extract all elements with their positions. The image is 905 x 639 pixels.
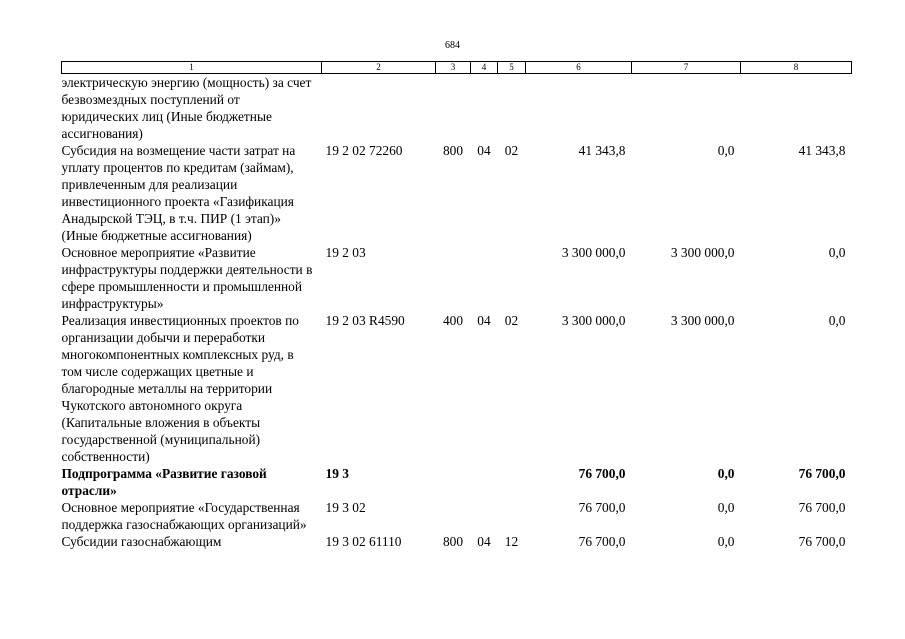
column-header-total: 6 <box>526 62 632 74</box>
row-pr <box>498 244 526 312</box>
row-vr <box>436 465 471 499</box>
row-sum-federal: 3 300 000,0 <box>670 313 735 328</box>
column-header-vr: 3 <box>436 62 471 74</box>
row-vr <box>436 244 471 312</box>
row-name: Основное мероприятие «Развитие инфраструктуры поддержки деятельности в сфере промышленности и промышленной инфраструктуры» <box>61 245 313 311</box>
row-code: 19 2 03 <box>325 245 366 260</box>
row-pr <box>498 74 526 143</box>
table-row <box>62 74 852 143</box>
row-sum-regional: 0,0 <box>828 313 846 328</box>
row-sum-federal: 0,0 <box>717 466 735 481</box>
row-code: 19 2 03 R4590 <box>325 313 405 328</box>
row-vr <box>436 499 471 533</box>
row-sum-regional: 76 700,0 <box>798 500 846 515</box>
column-header-code: 2 <box>322 62 436 74</box>
header-row <box>62 62 852 74</box>
table-row <box>62 499 852 533</box>
row-rz: 04 <box>477 143 491 158</box>
table-row <box>62 533 852 550</box>
row-vr: 800 <box>442 143 464 158</box>
row-sum-regional: 76 700,0 <box>798 534 846 549</box>
row-vr: 800 <box>442 534 464 549</box>
row-code: 19 3 <box>325 466 349 481</box>
row-vr: 400 <box>442 313 464 328</box>
row-name: Субсидии газоснабжающим <box>61 534 222 549</box>
row-rz <box>471 499 498 533</box>
row-name: электрическую энергию (мощность) за счет безвозмездных поступлений от юридических лиц (Иные бюджетные ассигнования) <box>61 75 312 141</box>
row-sum-federal: 0,0 <box>717 534 735 549</box>
row-sum-federal: 0,0 <box>717 500 735 515</box>
row-rz: 04 <box>477 534 491 549</box>
row-rz <box>471 465 498 499</box>
table-body <box>62 74 852 551</box>
row-name: Реализация инвестиционных проектов по организации добычи и переработки многокомпонентных комплексных руд, в том числе содержащих цветные и благородные металлы на территории Чукотского автономного округа (Капитальные вложения в объекты государственной (муниципальной) собственности) <box>61 313 299 464</box>
row-rz <box>471 244 498 312</box>
row-sum-regional: 76 700,0 <box>798 466 846 481</box>
budget-table <box>61 61 852 550</box>
row-name: Основное мероприятие «Государственная поддержка газоснабжающих организаций» <box>61 500 307 532</box>
row-sum-regional: 0,0 <box>828 245 846 260</box>
row-sum-regional: 41 343,8 <box>798 143 846 158</box>
row-vr <box>436 74 471 143</box>
row-code <box>322 74 436 143</box>
row-sum-total: 3 300 000,0 <box>561 313 626 328</box>
row-sum-total: 76 700,0 <box>578 466 626 481</box>
row-sum-regional <box>741 74 852 143</box>
row-code: 19 3 02 61110 <box>325 534 402 549</box>
row-sum-federal <box>632 74 741 143</box>
table-row <box>62 244 852 312</box>
row-sum-federal: 0,0 <box>717 143 735 158</box>
column-header-name: 1 <box>62 62 322 74</box>
row-sum-federal: 3 300 000,0 <box>670 245 735 260</box>
column-header-federal: 7 <box>632 62 741 74</box>
row-pr <box>498 465 526 499</box>
column-header-rz: 4 <box>471 62 498 74</box>
row-rz <box>471 74 498 143</box>
row-sum-total <box>526 74 632 143</box>
row-sum-total: 76 700,0 <box>578 500 626 515</box>
row-sum-total: 3 300 000,0 <box>561 245 626 260</box>
row-pr <box>498 499 526 533</box>
table-row <box>62 312 852 465</box>
row-code: 19 3 02 <box>325 500 366 515</box>
column-header-regional: 8 <box>741 62 852 74</box>
table-row <box>62 142 852 244</box>
row-pr: 02 <box>504 313 519 328</box>
row-pr: 02 <box>504 143 519 158</box>
column-header-pr: 5 <box>498 62 526 74</box>
row-name: Субсидия на возмещение части затрат на уплату процентов по кредитам (займам), привлеченным для реализации инвестиционного проекта «Газификация Анадырской ТЭЦ, в т.ч. ПИР (1 этап)» (Иные бюджетные ассигнования) <box>61 143 296 243</box>
row-sum-total: 76 700,0 <box>578 534 626 549</box>
row-name: Подпрограмма «Развитие газовой отрасли» <box>61 466 267 498</box>
table-row <box>62 465 852 499</box>
row-sum-total: 41 343,8 <box>578 143 626 158</box>
page-number: 684 <box>445 40 460 51</box>
row-pr: 12 <box>504 534 519 549</box>
row-rz: 04 <box>477 313 491 328</box>
row-code: 19 2 02 72260 <box>325 143 403 158</box>
